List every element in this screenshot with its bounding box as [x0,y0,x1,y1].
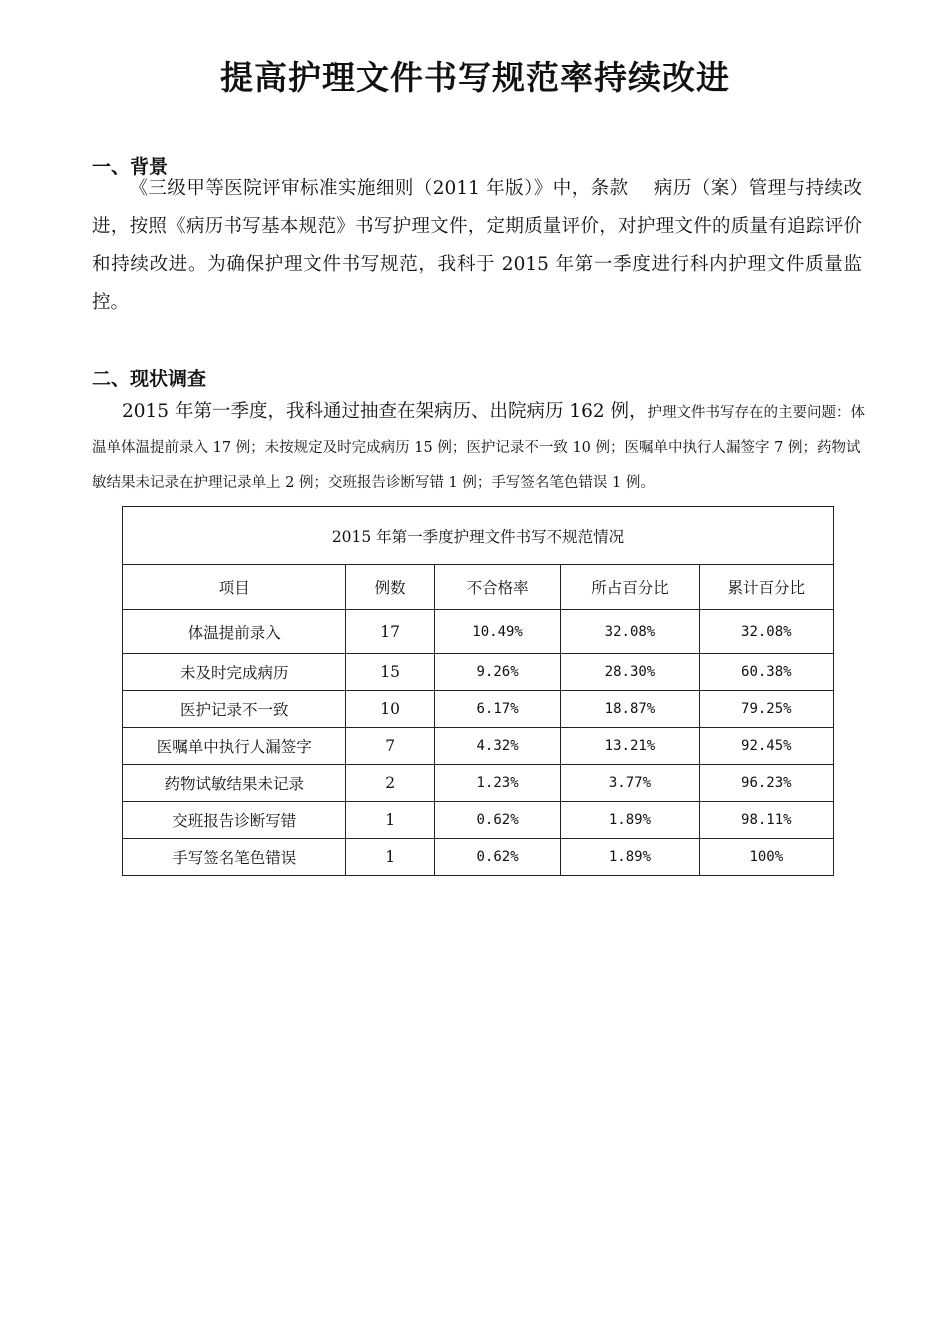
table-caption: 2015 年第一季度护理文件书写不规范情况 [123,507,834,565]
background-text: 《三级甲等医院评审标准实施细则（2011 年版）》中，条款 病历（案）管理与持续改进，按照《病历书写基本规范》书写护理文件，定期质量评价，对护理文件的质量有追踪评价和持续改进。为确保护理文件书写规范，我科于 2015 年第一季度进行科内护理文件质量监控。 [92,178,862,313]
cell-cumulative: 100% [699,839,833,876]
cell-percentage: 1.89% [561,839,699,876]
column-header-percentage: 所占百分比 [561,565,699,610]
cell-count: 2 [346,765,434,802]
cell-fail-rate: 1.23% [434,765,560,802]
cell-cumulative: 79.25% [699,691,833,728]
nonconformity-table [122,506,834,876]
column-header-item: 项目 [123,565,346,610]
cell-percentage: 18.87% [561,691,699,728]
cell-cumulative: 92.45% [699,728,833,765]
section-heading-background: 一、背景 [92,156,169,178]
column-header-count: 例数 [346,565,434,610]
table-row [123,802,834,839]
cell-fail-rate: 9.26% [434,654,560,691]
cell-percentage: 28.30% [561,654,699,691]
column-header-cumulative: 累计百分比 [699,565,833,610]
cell-item: 手写签名笔色错误 [123,839,346,876]
cell-cumulative: 98.11% [699,802,833,839]
cell-item: 体温提前录入 [123,610,346,654]
table-row [123,610,834,654]
cell-fail-rate: 0.62% [434,839,560,876]
cell-fail-rate: 10.49% [434,610,560,654]
cell-count: 15 [346,654,434,691]
cell-count: 1 [346,839,434,876]
cell-fail-rate: 6.17% [434,691,560,728]
cell-cumulative: 32.08% [699,610,833,654]
cell-item: 药物试敏结果未记录 [123,765,346,802]
cell-cumulative: 96.23% [699,765,833,802]
section-heading-survey: 二、现状调查 [92,368,207,390]
cell-count: 10 [346,691,434,728]
table-row [123,839,834,876]
cell-count: 17 [346,610,434,654]
cell-count: 7 [346,728,434,765]
cell-percentage: 3.77% [561,765,699,802]
survey-paragraph [92,394,867,501]
cell-item: 医嘱单中执行人漏签字 [123,728,346,765]
cell-item: 交班报告诊断写错 [123,802,346,839]
column-header-fail-rate: 不合格率 [434,565,560,610]
cell-percentage: 13.21% [561,728,699,765]
cell-percentage: 32.08% [561,610,699,654]
cell-percentage: 1.89% [561,802,699,839]
table-row [123,654,834,691]
cell-fail-rate: 4.32% [434,728,560,765]
survey-lead-text: 2015 年第一季度，我科通过抽查在架病历、出院病历 162 例， [122,401,648,422]
survey-text: 护理文件书写存在的主要问题：体温单体温提前录入 17 例；未按规定及时完成病历 15 例；医护记录不一致 10 例；医嘱单中执行人漏签字 7 例；药物试敏结果未记录在护理记录单上 2 例；交班报告诊断写错 1 例；手写签名笔色错误 1 例。 [92,405,866,491]
table-row [123,691,834,728]
cell-count: 1 [346,802,434,839]
table-row [123,728,834,765]
background-paragraph [92,170,862,322]
cell-cumulative: 60.38% [699,654,833,691]
cell-item: 医护记录不一致 [123,691,346,728]
cell-item: 未及时完成病历 [123,654,346,691]
table-row [123,765,834,802]
cell-fail-rate: 0.62% [434,802,560,839]
document-title: 提高护理文件书写规范率持续改进 [220,58,730,97]
